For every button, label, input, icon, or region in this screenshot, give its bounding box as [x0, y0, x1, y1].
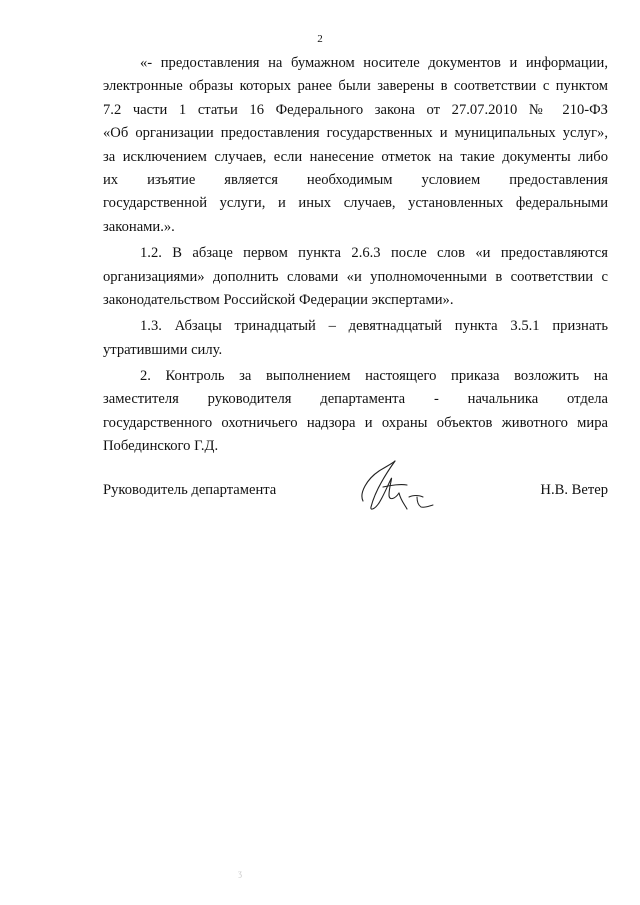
text-line: утратившими силу. — [103, 341, 223, 358]
signature-block — [103, 479, 608, 519]
text-line: за исключением случаев, если нанесение отметок на такие документы либо — [103, 148, 608, 165]
text-line: 1.2. В абзаце первом пункта 2.6.3 после слов «и предоставляются — [140, 245, 608, 262]
text-line: «Об организации предоставления государственных и муниципальных услуг», — [103, 125, 608, 142]
text-line: Побединского Г.Д. — [103, 438, 219, 455]
text-line: государственного охотничьего надзора и охраны объектов животного мира — [103, 414, 608, 431]
scan-artifact-mark: ʒ — [238, 868, 242, 878]
document-body — [103, 52, 608, 519]
paragraph-item-1-3 — [103, 315, 608, 362]
text-line: 7.2 части 1 статьи 16 Федерального закона от 27.07.2010 № 210-ФЗ — [103, 101, 608, 118]
page-number: 2 — [317, 33, 323, 45]
text-line: «- предоставления на бумажном носителе документов и информации, — [140, 55, 608, 71]
handwritten-signature-icon — [349, 457, 439, 515]
text-line: 1.3. Абзацы тринадцатый – девятнадцатый пункта 3.5.1 признать — [140, 318, 608, 335]
text-line: электронные образы которых ранее были заверены в соответствии с пунктом — [103, 78, 608, 95]
text-line: 2. Контроль за выполнением настоящего приказа возложить на — [140, 368, 608, 385]
signatory-name: Н.В. Ветер — [540, 481, 608, 498]
paragraph-item-2 — [103, 365, 608, 459]
text-line: их изъятие является необходимым условием предоставления — [103, 171, 608, 188]
text-line: организациями» дополнить словами «и уполномоченными в соответствии с — [103, 268, 608, 285]
paragraph-item-1-2 — [103, 242, 608, 312]
text-line: заместителя руководителя департамента - начальника отдела — [103, 391, 608, 408]
paragraph-quote — [103, 52, 608, 239]
text-line: законодательством Российской Федерации экспертами». — [103, 291, 454, 308]
text-line: государственной услуги, и иных случаев, установленных федеральными — [103, 195, 608, 212]
text-line: законами.». — [103, 218, 175, 235]
signatory-position: Руководитель департамента — [103, 481, 277, 498]
paragraphs — [103, 52, 608, 459]
